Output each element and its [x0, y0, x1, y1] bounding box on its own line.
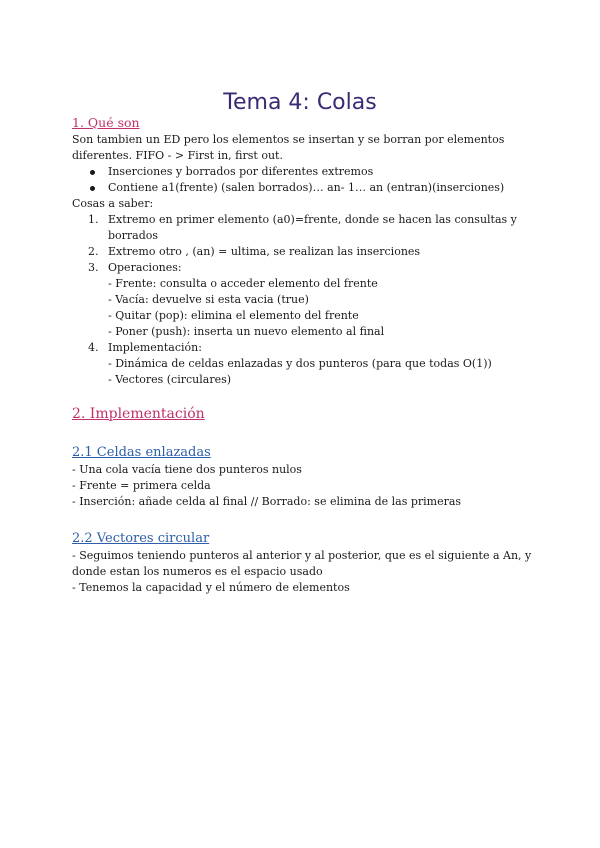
subsection-heading-celdas: 2.1 Celdas enlazadas: [72, 445, 211, 460]
vectores-line: - Tenemos la capacidad y el número de elementos: [72, 581, 350, 594]
item-number: 4.: [88, 341, 99, 354]
item-text: Implementación:: [108, 341, 202, 354]
celdas-line: - Una cola vacía tiene dos punteros nulos: [72, 463, 302, 476]
item-number: 3.: [88, 261, 99, 274]
implementation-item: - Vectores (circulares): [108, 373, 232, 386]
item-text: Extremo otro , (an) = ultima, se realizan las inserciones: [108, 245, 421, 258]
numbered-item: [88, 212, 532, 244]
operation-item: - Vacía: devuelve si esta vacia (true): [108, 293, 309, 306]
item-number: 2.: [88, 245, 99, 258]
vectores-line: - Seguimos teniendo punteros al anterior y al posterior, que es el siguiente a An, y donde estan los numeros es el espacio usado: [72, 549, 532, 578]
document-body: [72, 114, 532, 596]
numbered-item: [88, 244, 532, 260]
implementation-sublist: [108, 356, 532, 388]
numbered-list: [72, 212, 532, 388]
section-heading-que-son: 1. Qué son: [72, 115, 140, 130]
item-text: Extremo en primer elemento (a0)=frente, donde se hacen las consultas y borrados: [108, 213, 517, 242]
bullet-item: Contiene a1(frente) (salen borrados)… an- 1… an (entran)(inserciones): [108, 180, 532, 196]
bullet-list: [72, 164, 532, 196]
page-title: Tema 4: Colas: [223, 89, 377, 115]
operation-item: - Quitar (pop): elimina el elemento del frente: [108, 309, 359, 322]
celdas-line: - Inserción: añade celda al final // Borrado: se elimina de las primeras: [72, 495, 462, 508]
numbered-item: [88, 340, 532, 388]
item-text: Operaciones:: [108, 261, 182, 274]
operation-item: - Poner (push): inserta un nuevo elemento al final: [108, 325, 385, 338]
implementation-item: - Dinámica de celdas enlazadas y dos punteros (para que todas O(1)): [108, 357, 492, 370]
cosas-label: Cosas a saber:: [72, 197, 154, 210]
subsection-heading-vectores: 2.2 Vectores circular: [72, 531, 210, 546]
operations-sublist: [108, 276, 532, 340]
section-heading-implementacion: 2. Implementación: [72, 406, 205, 422]
operation-item: - Frente: consulta o acceder elemento del frente: [108, 277, 378, 290]
item-number: 1.: [88, 213, 99, 226]
intro-paragraph: Son tambien un ED pero los elementos se insertan y se borran por elementos diferentes. FIFO - > First in, first out.: [72, 133, 505, 162]
celdas-line: - Frente = primera celda: [72, 479, 211, 492]
numbered-item: [88, 260, 532, 340]
bullet-item: Inserciones y borrados por diferentes extremos: [108, 164, 532, 180]
